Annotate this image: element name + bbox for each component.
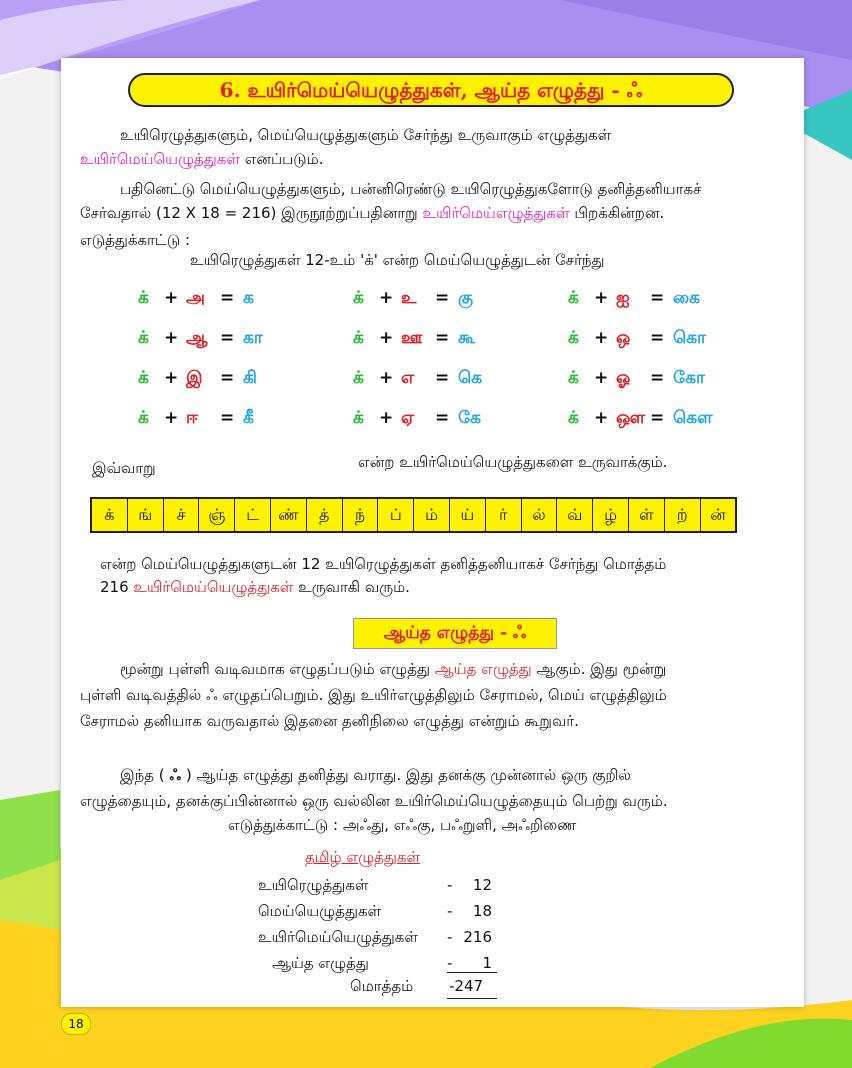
combo-vowel: ஈ	[186, 408, 198, 428]
consonant-cell: ச்	[164, 499, 200, 531]
combo-equals: =	[650, 368, 665, 388]
combo-equals: =	[220, 368, 235, 388]
summary-separator: -	[447, 954, 453, 972]
combo-consonant: க்	[568, 328, 579, 348]
combo-result: கூ	[458, 328, 476, 348]
combo-plus: +	[594, 368, 609, 388]
para2-line2-a: சேர்வதால் (12 X 18 = 216) இருநூற்றுப்பதினாறு	[80, 204, 423, 222]
combo-result: கெ	[458, 368, 483, 388]
page-number: 18	[61, 1013, 91, 1035]
combo-plus: +	[594, 328, 609, 348]
combo-consonant: க்	[138, 288, 149, 308]
combo-consonant: க்	[138, 408, 149, 428]
consonant-cell: ற்	[665, 499, 701, 531]
chapter-title	[128, 73, 734, 107]
combo-equals: =	[435, 288, 450, 308]
combo-result: க	[243, 288, 254, 308]
summary-separator: -	[447, 902, 453, 920]
combo-plus: +	[379, 368, 394, 388]
combo-result: கை	[673, 288, 700, 308]
combo-vowel: இ	[186, 368, 203, 388]
para5-line1-b: ) ஆய்த எழுத்து தனித்து வராது. இது தனக்கு முன்னால் ஒரு குறில்	[181, 766, 631, 784]
total-value: -247	[449, 977, 484, 995]
highlight-term: உயிர்மெய்எழுத்துகள்	[422, 204, 570, 222]
combo-consonant: க்	[568, 288, 579, 308]
combo-plus: +	[164, 328, 179, 348]
combo-equals: =	[650, 408, 665, 428]
consonant-cell: ட்	[235, 499, 271, 531]
combo-equals: =	[220, 288, 235, 308]
consonant-cell: ய்	[450, 499, 486, 531]
para4-line1-b: ஆகும். இது மூன்று	[531, 660, 667, 678]
consonant-cell: ழ்	[593, 499, 629, 531]
highlight-term: உயிர்மெய்யெழுத்துகள்	[80, 150, 240, 168]
combo-result: கே	[458, 408, 481, 428]
para1-line2-rest: எனப்படும்.	[239, 150, 324, 168]
combo-result: கா	[243, 328, 263, 348]
combo-equals: =	[220, 408, 235, 428]
consonant-cell: ம்	[414, 499, 450, 531]
combo-result: கி	[243, 368, 257, 388]
para5-line2: எழுத்தையும், தனக்குப்பின்னால் ஒரு வல்லின உயிர்மெய்யெழுத்தையும் பெற்று வரும்.	[80, 792, 668, 810]
combo-equals: =	[220, 328, 235, 348]
summary-label: மெய்யெழுத்துகள்	[258, 902, 382, 920]
combo-result: கொ	[673, 328, 706, 348]
combo-equals: =	[435, 408, 450, 428]
combo-plus: +	[164, 408, 179, 428]
consonant-cell: ள்	[629, 499, 665, 531]
para5-line3: எடுத்துக்காட்டு : அஃது, எஃகு, பஃறுளி, அஃறிணை	[228, 816, 577, 834]
consonant-cell: ர்	[486, 499, 522, 531]
para2-line2-b: பிறக்கின்றன.	[569, 204, 665, 222]
para5-line1-a: இந்த (	[120, 766, 170, 784]
combo-plus: +	[164, 368, 179, 388]
combo-result: கோ	[673, 368, 705, 388]
consonant-cell: ந்	[343, 499, 379, 531]
consonant-cell: ங்	[128, 499, 164, 531]
combo-plus: +	[164, 288, 179, 308]
consonant-cell: க்	[92, 499, 128, 531]
aytha-heading-text: ஆய்த எழுத்து - ஃ	[383, 623, 527, 643]
combo-plus: +	[594, 408, 609, 428]
summary-value: 18	[472, 902, 492, 920]
combo-result: கு	[458, 288, 474, 308]
summary-value: 216	[463, 928, 492, 946]
combo-consonant: க்	[138, 328, 149, 348]
combo-plus: +	[379, 288, 394, 308]
example-label: எடுத்துக்காட்டு :	[80, 231, 191, 249]
combo-equals: =	[435, 368, 450, 388]
combo-vowel: உ	[401, 288, 417, 308]
combo-vowel: அ	[186, 288, 205, 308]
combo-vowel: ஐ	[616, 288, 630, 308]
para5-line1	[120, 764, 631, 786]
para2-line1: பதினெட்டு மெய்யெழுத்துகளும், பன்னிரெண்டு உயிரெழுத்துகளோடு தனித்தனியாகச்	[120, 180, 702, 198]
consonant-cell: வ்	[557, 499, 593, 531]
consonant-cell: ண்	[271, 499, 307, 531]
consonant-strip	[90, 497, 737, 533]
sum-rule-bottom	[447, 998, 497, 999]
combo-vowel: ஊ	[401, 328, 423, 348]
example-intro: உயிரெழுத்துகள் 12-உம் 'க்' என்ற மெய்யெழுத்துடன் சேர்ந்து	[190, 251, 605, 269]
combo-equals: =	[650, 288, 665, 308]
combo-consonant: க்	[353, 328, 364, 348]
para3-line1: என்ற மெய்யெழுத்துகளுடன் 12 உயிரெழுத்துகள் தனித்தனியாகச் சேர்ந்து மொத்தம்	[100, 555, 667, 573]
consonant-cell: ன்	[710, 504, 726, 524]
aytha-symbol: ஃ	[169, 766, 182, 784]
highlight-term: ஆய்த எழுத்து	[434, 660, 532, 678]
summary-separator: -	[447, 876, 453, 894]
combo-consonant: க்	[568, 408, 579, 428]
para1-line1: உயிரெழுத்துகளும், மெய்யெழுத்துகளும் சேர்ந்து உருவாகும் எழுத்துகள்	[120, 126, 612, 144]
aytha-heading	[353, 618, 557, 649]
para4-line1	[120, 658, 666, 680]
para3-line2	[100, 576, 410, 598]
summary-label: ஆய்த எழுத்து	[272, 954, 369, 972]
combo-plus: +	[379, 328, 394, 348]
summary-separator: -	[447, 928, 453, 946]
para2-line2	[80, 202, 664, 224]
summary-label: உயிரெழுத்துகள்	[258, 876, 369, 894]
combo-vowel: ஓ	[616, 368, 631, 388]
sum-rule-top	[447, 972, 497, 973]
combo-result: கௌ	[673, 408, 713, 428]
para4-line1-a: மூன்று புள்ளி வடிவமாக எழுதப்படும் எழுத்து	[120, 660, 435, 678]
combo-consonant: க்	[353, 408, 364, 428]
combo-vowel: ஔ	[616, 408, 645, 428]
para3-line2-a: 216	[100, 578, 134, 596]
combo-equals: =	[650, 328, 665, 348]
summary-label: உயிர்மெய்யெழுத்துகள்	[258, 928, 418, 946]
para1-line2	[80, 148, 324, 170]
consonant-cell: ஞ்	[199, 499, 235, 531]
combo-consonant: க்	[353, 368, 364, 388]
combo-plus: +	[594, 288, 609, 308]
consonant-cell: ல்	[522, 499, 558, 531]
combo-tail: என்ற உயிர்மெய்யெழுத்துகளை உருவாக்கும்.	[358, 453, 668, 471]
combo-equals: =	[435, 328, 450, 348]
highlight-term: உயிர்மெய்யெழுத்துகள்	[133, 578, 294, 596]
combo-vowel: எ	[401, 368, 415, 388]
summary-heading: தமிழ் எழுத்துகள்	[305, 848, 421, 866]
chapter-title-text: 6. உயிர்மெய்யெழுத்துகள், ஆய்த எழுத்து - ஃ	[219, 78, 643, 102]
combo-plus: +	[379, 408, 394, 428]
total-label: மொத்தம்	[350, 977, 414, 995]
summary-value: 1	[482, 954, 492, 972]
combo-result: கீ	[243, 408, 254, 428]
combo-consonant: க்	[353, 288, 364, 308]
summary-value: 12	[472, 876, 492, 894]
combo-vowel: ஒ	[616, 328, 631, 348]
combo-consonant: க்	[138, 368, 149, 388]
combo-vowel: ஆ	[186, 328, 208, 348]
consonant-cell: த்	[307, 499, 343, 531]
para3-line2-b: உருவாகி வரும்.	[293, 578, 410, 596]
combo-vowel: ஏ	[401, 408, 415, 428]
para4-line3: சேராமல் தனியாக வருவதால் இதனை தனிநிலை எழுத்து என்றும் கூறுவர்.	[80, 712, 579, 730]
combo-consonant: க்	[568, 368, 579, 388]
para4-line2: புள்ளி வடிவத்தில் ஃ எழுதப்பெறும். இது உயிர்எழுத்திலும் சேராமல், மெய் எழுத்திலும்	[80, 686, 667, 704]
ivvaaru-label: இவ்வாறு	[92, 459, 156, 477]
consonant-cell: ப்	[378, 499, 414, 531]
